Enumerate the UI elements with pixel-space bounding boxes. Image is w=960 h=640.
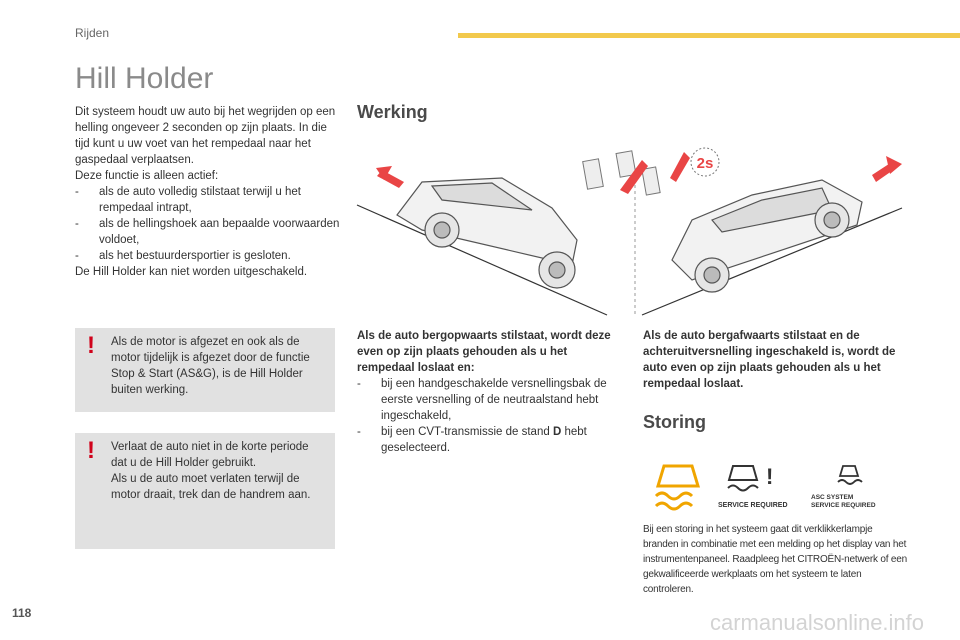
- car-downhill-icon: [672, 180, 862, 292]
- intro-text: [75, 104, 343, 280]
- page-number: 118: [12, 606, 32, 620]
- red-arrow-icon: [872, 156, 902, 182]
- car-uphill-icon: [397, 178, 577, 288]
- fault-description: Bij een storing in het systeem gaat dit verklikkerlampje branden in combinatie met een melding op het display van het instrumentenpaneel. Raadpleeg het CITROËN-netwerk of een gekwalificeerde werkplaats om het systeem te laten controleren.: [643, 524, 907, 595]
- svg-text:SERVICE REQUIRED: SERVICE REQUIRED: [718, 502, 788, 509]
- asc-warning-icon: [811, 466, 876, 509]
- timer-2s-icon: [691, 148, 719, 176]
- exclamation-icon: !: [87, 332, 95, 359]
- condition-item: - als de hellingshoek aan bepaalde voorwaarden voldoet,: [75, 218, 340, 246]
- intro-note: De Hill Holder kan niet worden uitgeschakeld.: [75, 266, 308, 278]
- svg-text:!: !: [766, 464, 774, 489]
- downhill-description: Als de auto bergafwaarts stilstaat en de achteruitversnelling ingeschakeld is, wordt de auto even op zijn plaats gehouden als u het rempedaal loslaat.: [643, 330, 896, 390]
- section-heading-storing: Storing: [643, 412, 706, 432]
- warning-text: Als de motor is afgezet en ook als de motor tijdelijk is afgezet door de functie Stop & Start (AS&G), is de Hill Holder buiten werking.: [111, 336, 310, 396]
- hill-holder-illustration: [352, 130, 907, 320]
- svg-text:SERVICE REQUIRED: SERVICE REQUIRED: [811, 502, 876, 509]
- warning-lamps: [648, 460, 908, 520]
- warning-box-leave-vehicle: [75, 433, 335, 549]
- red-arrow-icon: [376, 166, 404, 188]
- watermark: carmanualsonline.info: [710, 610, 925, 635]
- header-accent-bar: [458, 33, 960, 38]
- warning-text: Verlaat de auto niet in de korte periode dat u de Hill Holder gebruikt.: [111, 441, 309, 469]
- intro-conditions-lead: Deze functie is alleen actief:: [75, 170, 219, 182]
- exclamation-icon: !: [87, 437, 95, 464]
- intro-paragraph: Dit systeem houdt uw auto bij het wegrijden op een helling ongeveer 2 seconden op zijn plaats. In die tijd kunt u uw voet van het rempedaal naar het gaspedaal verplaatsen.: [75, 106, 336, 166]
- page-title: Hill Holder: [75, 62, 214, 95]
- service-warning-icon: [718, 464, 788, 509]
- section-label: Rijden: [75, 26, 110, 40]
- uphill-item: - bij een CVT-transmissie de stand D hebt geselecteerd.: [357, 426, 587, 454]
- uphill-description: [357, 328, 622, 456]
- section-heading-werking: Werking: [357, 102, 428, 122]
- timer-label: 2s: [696, 155, 714, 172]
- warning-text: Als u de auto moet verlaten terwijl de motor draait, trek dan de handrem aan.: [111, 473, 311, 501]
- uphill-lead: Als de auto bergopwaarts stilstaat, wordt deze even op zijn plaats gehouden als u het rempedaal loslaat en:: [357, 330, 611, 374]
- condition-item: - als het bestuurdersportier is gesloten.: [75, 250, 291, 262]
- esp-warning-icon: [656, 466, 698, 509]
- uphill-item: - bij een handgeschakelde versnellingsbak de eerste versnelling of de neutraalstand hebt ingeschakeld,: [357, 378, 607, 422]
- condition-item: - als de auto volledig stilstaat terwijl u het rempedaal intrapt,: [75, 186, 301, 214]
- svg-text:ASC SYSTEM: ASC SYSTEM: [811, 494, 854, 501]
- warning-box-engine-off: [75, 328, 335, 412]
